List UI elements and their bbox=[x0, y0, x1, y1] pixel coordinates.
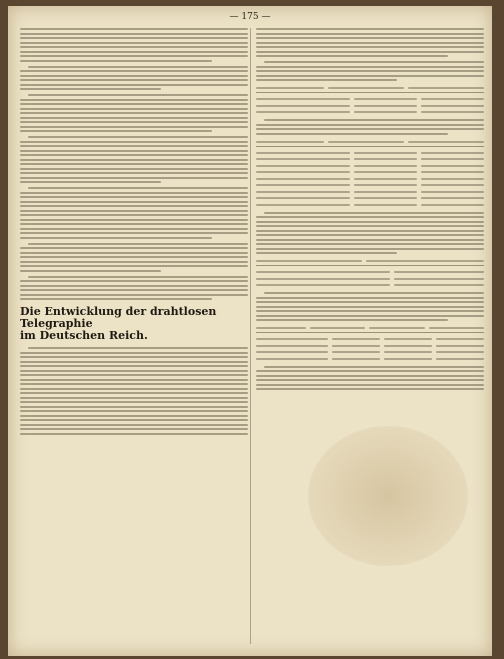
statistics-table bbox=[256, 139, 484, 206]
table-row bbox=[256, 163, 484, 167]
paragraph-block bbox=[20, 187, 248, 239]
paragraph-block bbox=[20, 347, 248, 435]
table-header-row bbox=[256, 325, 484, 329]
paragraph-block bbox=[20, 66, 248, 91]
statistics-table bbox=[256, 85, 484, 113]
right-column bbox=[256, 28, 484, 646]
paragraph-block bbox=[20, 136, 248, 183]
paragraph-block bbox=[20, 94, 248, 132]
table-header-row bbox=[256, 258, 484, 262]
paragraph-block bbox=[256, 119, 484, 135]
table-row bbox=[256, 156, 484, 160]
table-header-row bbox=[256, 139, 484, 143]
table-row bbox=[256, 356, 484, 360]
table-row bbox=[256, 349, 484, 353]
table-row bbox=[256, 176, 484, 180]
table-row bbox=[256, 276, 484, 280]
paragraph-block bbox=[256, 212, 484, 255]
table-row bbox=[256, 343, 484, 347]
paragraph-block bbox=[20, 28, 248, 62]
table-row bbox=[256, 109, 484, 113]
table-row bbox=[256, 150, 484, 154]
section-heading-line-1: Die Entwicklung der drahtlosen Telegraphie bbox=[20, 305, 217, 330]
table-row bbox=[256, 189, 484, 193]
table-row bbox=[256, 195, 484, 199]
paragraph-block bbox=[20, 243, 248, 272]
table-row bbox=[256, 96, 484, 100]
section-heading-line-2: im Deutschen Reich. bbox=[20, 329, 148, 342]
page-number: — 175 — bbox=[229, 12, 271, 22]
statistics-table bbox=[256, 325, 484, 360]
table-header-row bbox=[256, 85, 484, 89]
paragraph-block bbox=[20, 276, 248, 301]
table-row bbox=[256, 269, 484, 273]
statistics-table bbox=[256, 258, 484, 286]
table-row bbox=[256, 336, 484, 340]
table-row bbox=[256, 282, 484, 286]
table-row bbox=[256, 182, 484, 186]
table-row bbox=[256, 169, 484, 173]
paragraph-block bbox=[256, 28, 484, 57]
paragraph-block bbox=[256, 292, 484, 321]
table-row bbox=[256, 202, 484, 206]
column-divider bbox=[250, 28, 251, 644]
left-column bbox=[20, 28, 248, 646]
table-row bbox=[256, 103, 484, 107]
document-page bbox=[8, 6, 492, 656]
paragraph-block bbox=[256, 366, 484, 391]
paragraph-block bbox=[256, 61, 484, 81]
section-heading bbox=[20, 306, 248, 342]
